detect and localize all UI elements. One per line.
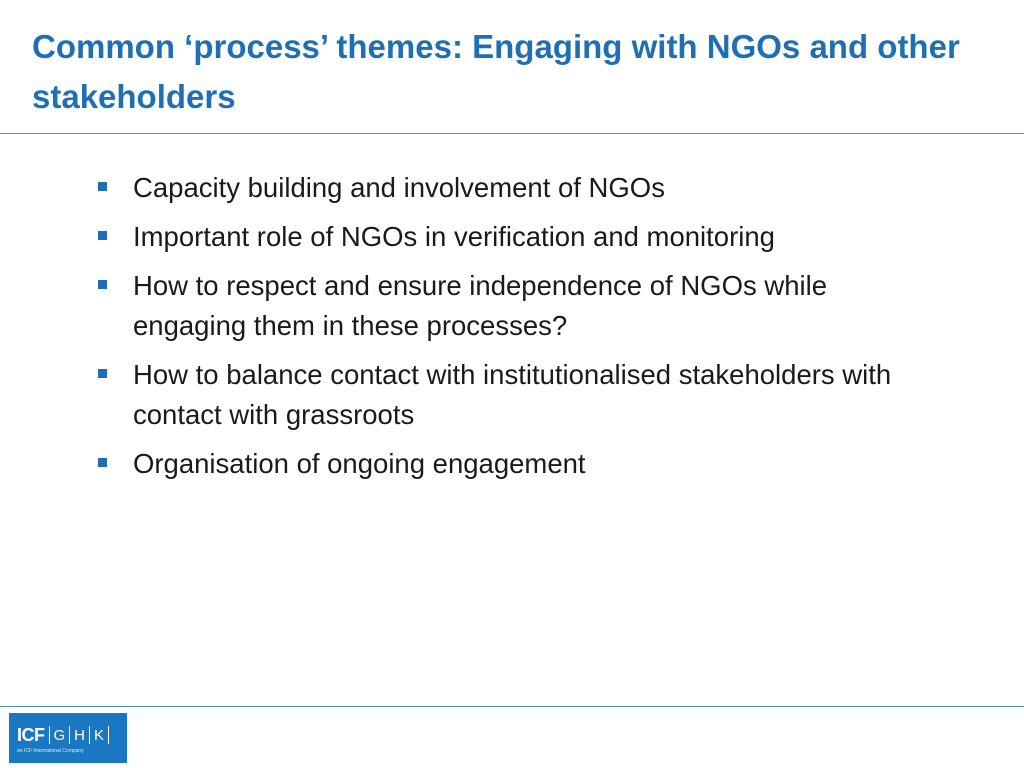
bullet-text: Capacity building and involvement of NGOs (133, 172, 665, 203)
bullet-text: How to balance contact with institutionalised stakeholders with contact with grassroots (133, 359, 892, 430)
logo-wordmark (17, 725, 113, 745)
square-bullet-icon (98, 231, 107, 240)
bullet-text: Important role of NGOs in verification and monitoring (133, 221, 775, 252)
square-bullet-icon (98, 458, 107, 467)
square-bullet-icon (98, 369, 107, 378)
logo-separator (108, 726, 109, 744)
bullet-item (96, 355, 936, 435)
bullet-text: How to respect and ensure independence of NGOs while engaging them in these processes? (133, 270, 828, 341)
logo-tagline: an ICF International Company (17, 748, 84, 754)
logo-separator (89, 726, 90, 744)
title-divider (0, 133, 1024, 134)
slide-title: Common ‘process’ themes: Engaging with NGOs and other stakeholders (32, 28, 960, 115)
square-bullet-icon (98, 280, 107, 289)
logo-letter: K (94, 726, 105, 744)
logo-separator (69, 726, 70, 744)
bullet-item (96, 266, 936, 346)
icf-ghk-logo (9, 713, 127, 763)
logo-letter: H (74, 726, 86, 744)
logo-separator (49, 726, 50, 744)
bullet-list (96, 168, 936, 493)
bullet-item (96, 217, 936, 257)
footer-divider (0, 706, 1024, 707)
square-bullet-icon (98, 182, 107, 191)
logo-brand: ICF (17, 724, 45, 745)
bullet-text: Organisation of ongoing engagement (133, 448, 586, 479)
logo-letter: G (53, 726, 66, 744)
bullet-item (96, 444, 936, 484)
bullet-item (96, 168, 936, 208)
